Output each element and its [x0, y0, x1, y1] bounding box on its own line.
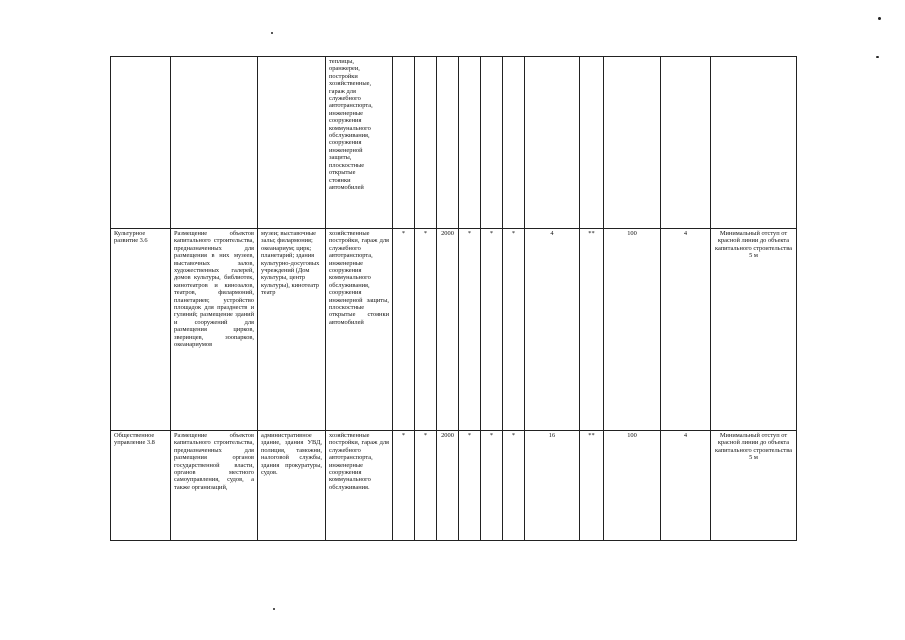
scan-speck: [878, 17, 881, 20]
param-cell-6: [503, 57, 525, 229]
param-cell-5: *: [481, 431, 503, 541]
note-cell: Минимальный отступ от красной линии до объекта капитального строительства 5 м: [711, 431, 797, 541]
param-cell-10: [661, 57, 711, 229]
param-cell-6: *: [503, 229, 525, 431]
param-cell-8: [580, 57, 604, 229]
table-row: [111, 57, 797, 229]
use-examples-cell: административное здание, здания УВД, полиция, таможни, налоговой службы, здания прокуратуры, судов.: [258, 431, 326, 541]
table-row: [111, 229, 797, 431]
scan-speck: [876, 56, 879, 58]
param-cell-7: [525, 57, 580, 229]
auxiliary-uses-cell: хозяйственные постройки, гараж для служебного автотранспорта, инженерные сооружения коммунального обслуживания, сооружения инженерной защиты, плоскостные открытые стоянки автомобилей: [326, 229, 393, 431]
use-name-cell: Культурное развитие 3.6: [111, 229, 171, 431]
param-cell-1: *: [393, 431, 415, 541]
param-cell-1: *: [393, 229, 415, 431]
land-use-table: [110, 56, 797, 541]
note-cell: Минимальный отступ от красной линии до объекта капитального строительства 5 м: [711, 229, 797, 431]
note-cell: [711, 57, 797, 229]
use-description-cell: Размещение объектов капитального строительства, предназначенных для размещения органов государственной власти, органов местного самоуправления, судов, а также организаций,: [171, 431, 258, 541]
param-cell-5: [481, 57, 503, 229]
param-cell-6: *: [503, 431, 525, 541]
param-cell-9: [604, 57, 661, 229]
scan-speck: [271, 32, 273, 34]
use-description-cell: Размещение объектов капитального строительства, предназначенных для размещения в них музеев, выставочных залов, художественных галерей, домов культуры, библиотек, кинотеатров и кинозалов, театров, филармоний, планетариев; устройство площадок для празднеств и гуляний; размещение зданий и сооружений для размещения цирков, зверинцев, зоопарков, океанариумов: [171, 229, 258, 431]
param-cell-4: *: [459, 229, 481, 431]
use-name-cell: [111, 57, 171, 229]
param-cell-8: **: [580, 229, 604, 431]
scan-speck: [273, 608, 275, 610]
param-cell-3: 2000: [437, 431, 459, 541]
param-cell-8: **: [580, 431, 604, 541]
param-cell-7: 4: [525, 229, 580, 431]
param-cell-4: *: [459, 431, 481, 541]
param-cell-7: 16: [525, 431, 580, 541]
param-cell-2: *: [415, 229, 437, 431]
param-cell-2: *: [415, 431, 437, 541]
param-cell-10: 4: [661, 431, 711, 541]
use-name-cell: Общественное управление 3.8: [111, 431, 171, 541]
auxiliary-uses-cell: теплицы, оранжереи, постройки хозяйственные, гараж для служебного автотранспорта, инженерные сооружения коммунального обслуживания, сооружения инженерной защиты, плоскостные открытые стоянки автомобилей: [326, 57, 393, 229]
param-cell-2: [415, 57, 437, 229]
auxiliary-uses-cell: хозяйственные постройки, гараж для служебного автотранспорта, инженерные сооружения коммунального обслуживания.: [326, 431, 393, 541]
param-cell-1: [393, 57, 415, 229]
table-row: [111, 431, 797, 541]
use-examples-cell: музеи; выставочные залы; филармония; океанариум; цирк; планетарий; здания культурно-досуговых учреждений (Дом культуры, центр культуры), кинотеатр театр: [258, 229, 326, 431]
param-cell-5: *: [481, 229, 503, 431]
param-cell-3: 2000: [437, 229, 459, 431]
use-examples-cell: [258, 57, 326, 229]
param-cell-4: [459, 57, 481, 229]
param-cell-10: 4: [661, 229, 711, 431]
param-cell-9: 100: [604, 431, 661, 541]
param-cell-9: 100: [604, 229, 661, 431]
use-description-cell: [171, 57, 258, 229]
param-cell-3: [437, 57, 459, 229]
